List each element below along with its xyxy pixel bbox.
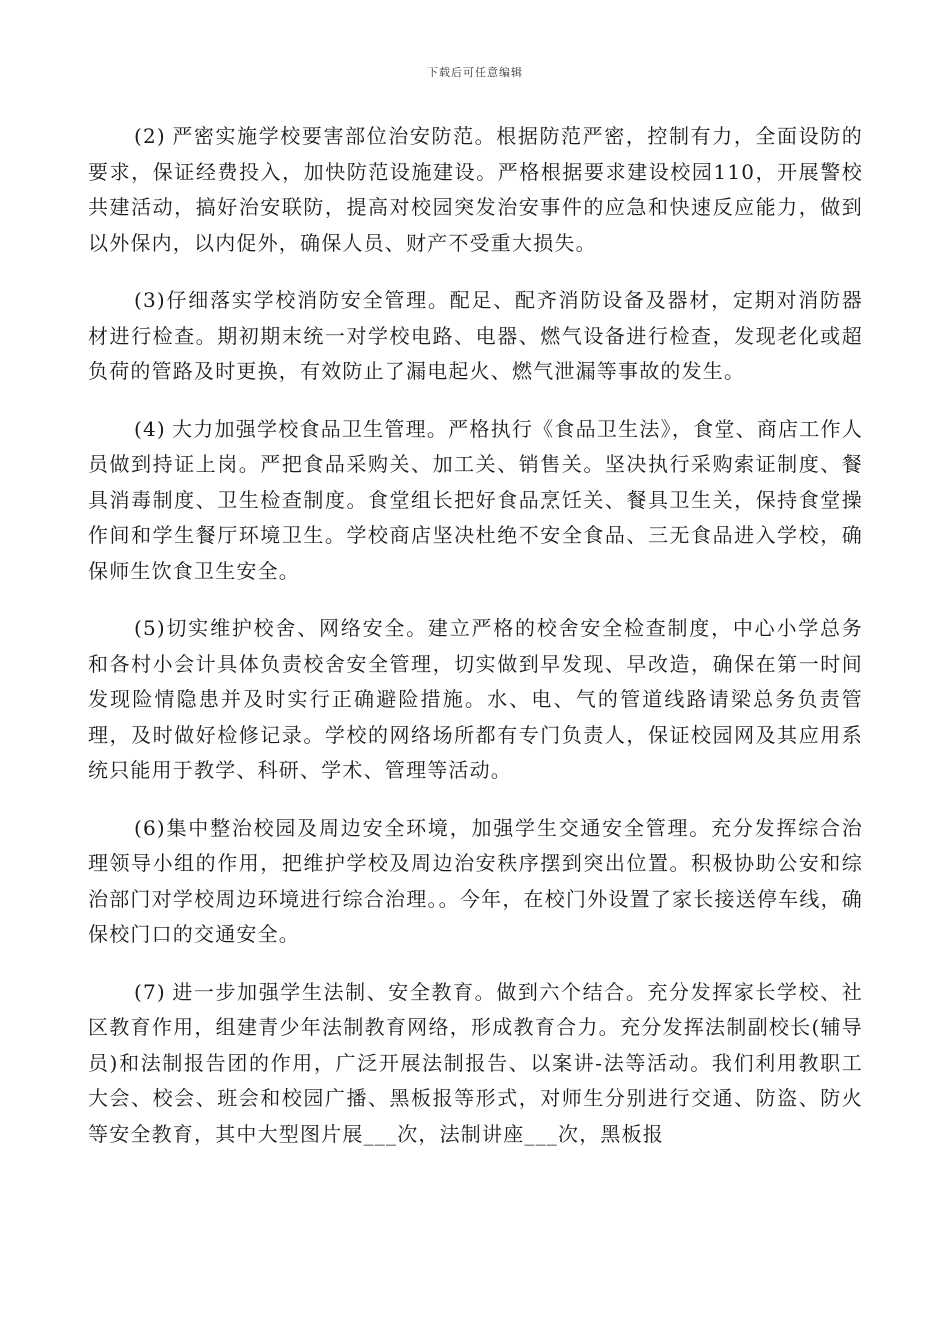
paragraph-text: 仔细落实学校消防安全管理。配足、配齐消防设备及器材，定期对消防器材进行检查。期初期末统一对学校电路、电器、燃气设备进行检查，发现老化或超负荷的管路及时更换，有效防止了漏电起火、燃气泄漏等事故的发生。 (88, 288, 863, 383)
paragraph-7 (88, 975, 863, 1153)
paragraph-4 (88, 412, 863, 590)
paragraph-text: 严密实施学校要害部位治安防范。根据防范严密，控制有力，全面设防的要求，保证经费投入，加快防范设施建设。严格根据要求建设校园110，开展警校共建活动，搞好治安联防，提高对校园突发治安事件的应急和快速反应能力，做到以外保内，以内促外，确保人员、财产不受重大损失。 (88, 124, 863, 255)
page-header: 下载后可任意编辑 (427, 66, 523, 79)
paragraph-number: (7) (134, 979, 166, 1004)
paragraph-2 (88, 119, 863, 261)
paragraph-6 (88, 811, 863, 953)
paragraph-number: (6) (134, 815, 166, 840)
paragraph-number: (5) (134, 616, 166, 640)
paragraph-text: 集中整治校园及周边安全环境，加强学生交通安全管理。充分发挥综合治理领导小组的作用，把维护学校及周边治安秩序摆到突出位置。积极协助公安和综治部门对学校周边环境进行综合治理。。今年，在校门外设置了家长接送停车线，确保校门口的交通安全。 (88, 815, 863, 946)
paragraph-3 (88, 283, 863, 390)
paragraph-text: 进一步加强学生法制、安全教育。做到六个结合。充分发挥家长学校、社区教育作用，组建青少年法制教育网络，形成教育合力。充分发挥法制副校长(辅导员)和法制报告团的作用，广泛开展法制报告、以案讲-法等活动。我们利用教职工大会、校会、班会和校园广播、黑板报等形式，对师生分别进行交通、防盗、防火等安全教育，其中大型图片展___次，法制讲座___次，黑板报 (88, 979, 863, 1146)
paragraph-number: (2) (134, 124, 166, 148)
paragraph-5 (88, 611, 863, 789)
paragraph-number: (3) (134, 288, 166, 312)
paragraph-number: (4) (134, 416, 166, 441)
paragraph-text: 大力加强学校食品卫生管理。严格执行《食品卫生法》，食堂、商店工作人员做到持证上岗。严把食品采购关、加工关、销售关。坚决执行采购索证制度、餐具消毒制度、卫生检查制度。食堂组长把好食品烹饪关、餐具卫生关，保持食堂操作间和学生餐厅环境卫生。学校商店坚决杜绝不安全食品、三无食品进入学校，确保师生饮食卫生安全。 (88, 416, 863, 583)
document-body (88, 119, 863, 1174)
paragraph-text: 切实维护校舍、网络安全。建立严格的校舍安全检查制度，中心小学总务和各村小会计具体负责校舍安全管理，切实做到早发现、早改造，确保在第一时间发现险情隐患并及时实行正确避险措施。水、电、气的管道线路请梁总务负责管理，及时做好检修记录。学校的网络场所都有专门负责人，保证校园网及其应用系统只能用于教学、科研、学术、管理等活动。 (88, 616, 863, 782)
